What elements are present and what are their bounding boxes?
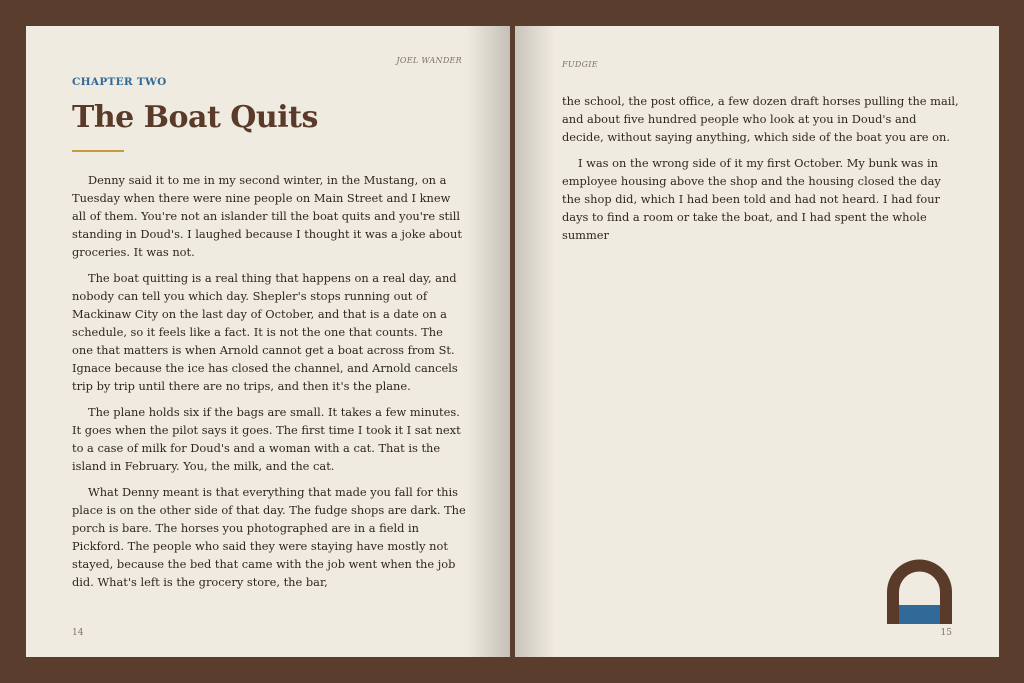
right-page <box>515 26 999 657</box>
paragraph: What Denny meant is that everything that made you fall for this place is on the other side of that day. The fudge shops are dark. The porch is bare. The horses you photographed are in a field in Pickford. The people who said they were staying have mostly not stayed, because the bed that came with the job went when the job did. What's left is the grocery store, the bar, <box>72 485 466 589</box>
paragraph: I was on the wrong side of it my first October. My bunk was in employee housing above the shop and the housing closed the day the shop did, which I had been told and had not heard. I had four days to find a room or take the boat, and I had spent the whole summer <box>562 156 941 242</box>
running-head-author: JOEL WANDER <box>396 56 462 65</box>
arch-doorway-icon <box>887 559 952 624</box>
paragraph: The plane holds six if the bags are small. It takes a few minutes. It goes when the pilot says it goes. The first time I took it I sat next to a case of milk for Doud's and a woman with a cat. That is the island in February. You, the milk, and the cat. <box>72 405 461 473</box>
right-body-text <box>562 92 960 252</box>
chapter-label: CHAPTER TWO <box>72 76 167 88</box>
title-rule <box>72 150 124 152</box>
paragraph: the school, the post office, a few dozen draft horses pulling the mail, and about five hundred people who look at you in Doud's and decide, without saying anything, which side of the boat you are on. <box>562 94 959 144</box>
paragraph: The boat quitting is a real thing that happens on a real day, and nobody can tell you which day. Shepler's stops running out of Mackinaw City on the last day of October, and that is a date on a schedule, so it feels like a fact. It is not the one that counts. The one that matters is when Arnold cannot get a boat across from St. Ignace because the ice has closed the channel, and Arnold cancels trip by trip until there are no trips, and then it's the plane. <box>72 271 458 393</box>
left-page <box>26 26 510 657</box>
page-number-right: 15 <box>940 628 952 638</box>
paragraph: Denny said it to me in my second winter, in the Mustang, on a Tuesday when there were nine people on Main Street and I knew all of them. You're not an islander till the boat quits and you're still standing in Doud's. I laughed because I thought it was a joke about groceries. It was not. <box>72 173 462 259</box>
running-head-title: FUDGIE <box>562 60 598 69</box>
chapter-title: The Boat Quits <box>72 100 318 135</box>
page-number-left: 14 <box>72 628 84 638</box>
left-body-text <box>72 171 467 599</box>
